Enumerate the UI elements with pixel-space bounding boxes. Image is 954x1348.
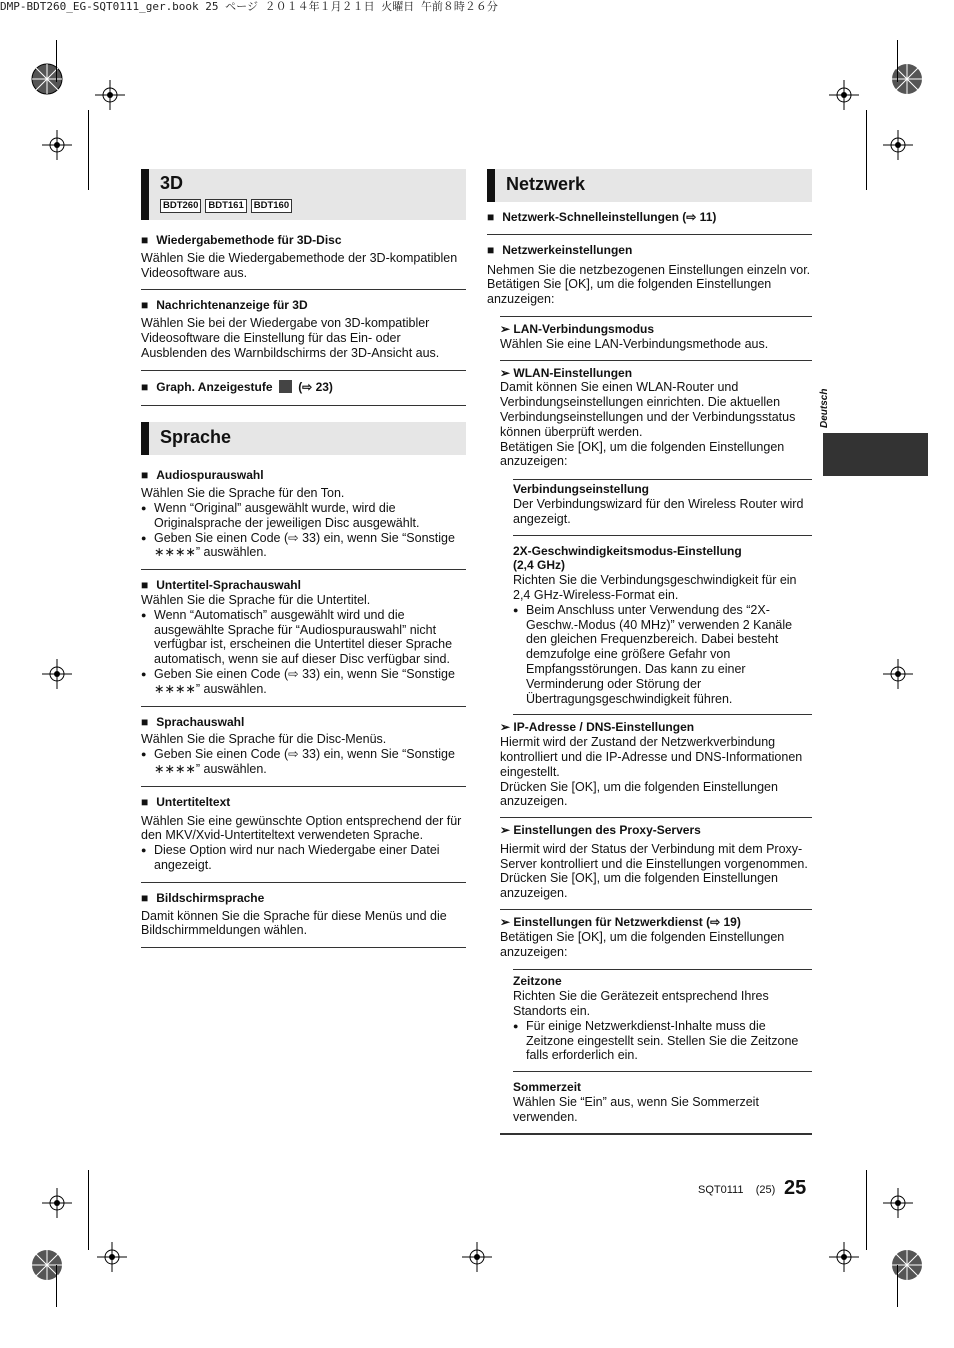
network-subsettings (500, 316, 812, 1135)
setting-title: Graph. Anzeigestufe (156, 379, 273, 394)
setting-item (141, 220, 466, 290)
square-bullet-icon: ■ (141, 714, 149, 729)
crop-line (897, 40, 898, 82)
option-title: 2X-Geschwindigkeitsmodus-Einstellung (513, 543, 742, 558)
option-text: Der Verbindungswizard für den Wireless Router wird angezeigt. (513, 496, 804, 526)
crosshair-mark (829, 80, 859, 110)
setting-text: Wählen Sie die Wiedergabemethode der 3D-kompatiblen Videosoftware aus. (141, 250, 458, 280)
page-reference: (⇨ 23) (298, 379, 333, 394)
setting-item (141, 371, 466, 407)
service-options (513, 969, 812, 1132)
subsetting-title: IP-Adresse / DNS-Einstellungen (513, 720, 695, 735)
model-badges (160, 199, 466, 213)
section-header-sprache (141, 422, 466, 455)
setting-title: Netzwerkeinstellungen (502, 242, 633, 257)
wlan-options (513, 479, 812, 715)
square-bullet-icon: ■ (141, 578, 149, 593)
page-number-paren: (25) (755, 1184, 776, 1196)
subsetting-text: Hiermit wird der Zustand der Netzwerkverbindung kontrolliert und die IP-Adresse und DNS-Informationen eingestellt. (500, 735, 803, 779)
arrow-icon: ➢ (500, 915, 514, 930)
crosshair-mark (97, 1242, 127, 1272)
language-side-label: Deutsch (819, 388, 830, 428)
setting-item (487, 235, 812, 316)
bullet-item: ● Geben Sie einen Code (⇨ 33) ein, wenn Sie “Sonstige ∗∗∗∗” auswählen. (141, 747, 466, 777)
setting-item (141, 290, 466, 370)
page-number: 25 (784, 1177, 807, 1199)
section-header-netzwerk (487, 169, 812, 202)
option-title: (2,4 GHz) (513, 558, 566, 573)
square-bullet-icon: ■ (141, 233, 149, 247)
setting-item (141, 455, 466, 570)
subsetting-text: Betätigen Sie [OK], um die folgenden Einstellungen anzuzeigen: (500, 929, 785, 959)
setting-text: Damit können Sie die Sprache für diese Menüs und die Bildschirmmeldungen wählen. (141, 908, 447, 938)
crosshair-mark (883, 1188, 913, 1218)
crosshair-mark (95, 80, 125, 110)
crosshair-mark (883, 659, 913, 689)
option-title: Verbindungseinstellung (513, 482, 650, 497)
option-text: Richten Sie die Gerätezeit entsprechend Ihres Standorts ein. (513, 989, 769, 1019)
crosshair-mark (829, 1242, 859, 1272)
section-header-3d (141, 169, 466, 220)
document-code: SQT0111 (698, 1184, 744, 1196)
subsetting-proxy (500, 818, 812, 910)
model-badge: BDT161 (205, 199, 246, 213)
right-column (487, 169, 812, 1135)
setting-item (487, 202, 812, 235)
subsetting-lan (500, 317, 812, 361)
arrow-icon: ➢ (500, 720, 514, 735)
registration-mark-top-right-target (890, 62, 924, 96)
square-bullet-icon: ■ (141, 468, 149, 483)
subsetting-wlan (500, 361, 812, 716)
crop-line (866, 1170, 867, 1250)
option-title: Sommerzeit (513, 1080, 582, 1095)
option-text: Richten Sie die Verbindungsgeschwindigkeit für ein 2,4 GHz-Wireless-Format ein. (513, 573, 797, 602)
subsetting-title: Einstellungen für Netzwerkdienst (⇨ 19) (513, 915, 741, 930)
subsetting-title: Einstellungen des Proxy-Servers (513, 823, 701, 838)
subsetting-text: Wählen Sie eine LAN-Verbindungsmethode aus. (500, 336, 769, 351)
registration-mark-bottom-right-target (890, 1248, 924, 1282)
left-column (141, 169, 466, 948)
setting-text: Wählen Sie eine gewünschte Option entsprechend der für den MKV/Xvid-Untertiteltext verwendeten Sprache. (141, 813, 462, 843)
bullet-item: ● Für einige Netzwerkdienst-Inhalte muss die Zeitzone eingestellt sein. Stellen Sie die Zeitzone falls erforderlich ein. (513, 1019, 812, 1063)
option-speed (513, 536, 812, 716)
crop-line (56, 40, 57, 82)
crosshair-mark (42, 1188, 72, 1218)
section-title-sprache: Sprache (160, 427, 232, 448)
setting-text: Wählen Sie die Sprache für die Untertitel. (141, 592, 371, 607)
option-text: Wählen Sie “Ein” aus, wenn Sie Sommerzeit verwenden. (513, 1095, 759, 1124)
square-bullet-icon: ■ (141, 298, 149, 313)
model-badge: BDT160 (251, 199, 292, 213)
setting-title: Sprachauswahl (156, 714, 245, 729)
square-bullet-icon: ■ (487, 242, 495, 257)
setting-text: Betätigen Sie [OK], um die folgenden Einstellungen anzuzeigen: (487, 277, 772, 307)
crop-line (88, 1170, 89, 1250)
setting-item (141, 787, 466, 883)
setting-item (141, 883, 466, 948)
square-bullet-icon: ■ (487, 210, 495, 224)
subsetting-text: Hiermit wird der Status der Verbindung mit dem Proxy-Server kontrolliert und die Einstellungen vorgenommen. (500, 841, 808, 871)
bullet-item: ● Geben Sie einen Code (⇨ 33) ein, wenn Sie “Sonstige ∗∗∗∗” auswählen. (141, 667, 466, 697)
setting-text: Wählen Sie die Sprache für den Ton. (141, 486, 345, 501)
setting-text: Nehmen Sie die netzbezogenen Einstellungen einzeln vor. (487, 262, 811, 277)
subsetting-text: Drücken Sie [OK], um die folgenden Einstellungen anzuzeigen. (500, 871, 778, 901)
crop-line (897, 1265, 898, 1307)
subsetting-text: Betätigen Sie [OK], um die folgenden Einstellungen anzuzeigen: (500, 439, 785, 469)
crosshair-mark (462, 1242, 492, 1272)
setting-title: Nachrichtenanzeige für 3D (156, 298, 308, 313)
option-title: Zeitzone (513, 974, 562, 989)
setting-title: Netzwerk-Schnelleinstellungen (⇨ 11) (502, 210, 717, 224)
crop-line (88, 110, 89, 190)
subsetting-title: LAN-Verbindungsmodus (513, 321, 655, 336)
setting-text: Wählen Sie bei der Wiedergabe von 3D-kompatibler Videosoftware die Einstellung für das Ein- oder Ausblenden des Warnbildschirms der 3D-Ansicht aus. (141, 316, 440, 360)
model-badge: BDT260 (160, 199, 201, 213)
crop-line (56, 1265, 57, 1307)
bullet-item: ● Diese Option wird nur nach Wiedergabe einer Datei angezeigt. (141, 843, 466, 873)
setting-title: Untertitel-Sprachauswahl (156, 578, 301, 593)
arrow-icon: ➢ (500, 823, 514, 838)
subsetting-ip (500, 715, 812, 818)
language-side-tab (823, 433, 928, 476)
setting-title: Audiospurauswahl (156, 468, 264, 483)
bullet-item: ● Wenn “Original” ausgewählt wurde, wird die Originalsprache der jeweiligen Disc ausgewählt. (141, 501, 466, 531)
option-dst (513, 1072, 812, 1132)
arrow-icon: ➢ (500, 321, 514, 336)
square-bullet-icon: ■ (141, 379, 149, 394)
subsetting-title: WLAN-Einstellungen (513, 365, 633, 380)
footer-code (698, 1183, 775, 1198)
square-bullet-icon: ■ (141, 794, 149, 809)
bullet-item: ● Beim Anschluss unter Verwendung des “2X-Geschw.-Modus (40 MHz)” verwenden 2 Kanäle den gleichen Frequenzbereich. Dabei besteht demzufolge eine größere Gefahr von Empfangsstörungen. Das kann zu einer Verminderung oder Störung der Übertragungsgeschwindigkeit führen. (513, 603, 812, 707)
column-end-rule (500, 1134, 812, 1135)
bullet-item: ● Wenn “Automatisch” ausgewählt wird und die ausgewählte Sprache für “Audiospurauswahl” nicht verfügbar ist, erscheinen die Untertitel dieser Sprache automatisch, wenn sie auf dieser Disc verfügbar sind. (141, 608, 466, 667)
setting-item (141, 570, 466, 706)
bullet-item: ● Geben Sie einen Code (⇨ 33) ein, wenn Sie “Sonstige ∗∗∗∗” auswählen. (141, 531, 466, 561)
person-icon (279, 380, 292, 393)
arrow-icon: ➢ (500, 365, 514, 380)
setting-item (141, 707, 466, 787)
crop-line (866, 110, 867, 190)
subsetting-service (500, 910, 812, 1134)
crosshair-mark (883, 130, 913, 160)
subsetting-text: Damit können Sie einen WLAN-Router und Verbindungseinstellungen einrichten. Die aktuellen Verbindungseinstellungen und der Verbindungsstatus können überprüft werden. (500, 380, 796, 439)
setting-text: Wählen Sie die Sprache für die Disc-Menüs. (141, 732, 387, 747)
option-timezone (513, 970, 812, 1072)
option-connection (513, 480, 812, 535)
file-info-line: DMP-BDT260_EG-SQT0111_ger.book 25 ページ ２０１４年１月２１日 火曜日 午前８時２６分 (0, 0, 498, 13)
subsetting-text: Drücken Sie [OK], um die folgenden Einstellungen anzuzeigen. (500, 779, 778, 809)
section-title-netzwerk: Netzwerk (506, 174, 586, 194)
crosshair-mark (42, 659, 72, 689)
square-bullet-icon: ■ (141, 890, 149, 905)
setting-title: Untertiteltext (156, 794, 231, 809)
registration-mark-bottom-left-target (30, 1248, 64, 1282)
registration-mark-top-left-target (30, 62, 64, 96)
setting-title: Wiedergabemethode für 3D-Disc (156, 233, 342, 247)
setting-title: Bildschirmsprache (156, 890, 265, 905)
section-title-3d: 3D (160, 173, 184, 193)
crosshair-mark (42, 130, 72, 160)
